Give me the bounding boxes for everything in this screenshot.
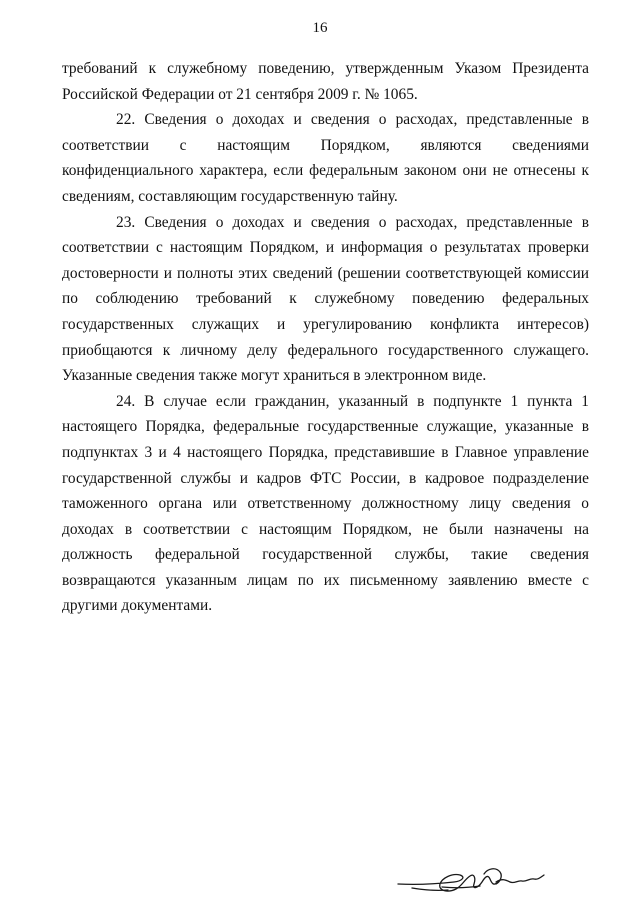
handwritten-signature [396,864,546,900]
paragraph-item-23: 23. Сведения о доходах и сведения о расходах, представленные в соответствии с настоящим Порядком, и информация о результатах проверки достоверности и полноты этих сведений (решении соответствующей комиссии по соблюдению требований к служебному поведению федеральных государственных служащих и урегулированию конфликта интересов) приобщаются к личному делу федерального государственного служащего. Указанные сведения также могут храниться в электронном виде. [62,213,589,385]
paragraph-item-24: 24. В случае если гражданин, указанный в подпункте 1 пункта 1 настоящего Порядка, федеральные государственные служащие, указанные в подпунктах 3 и 4 настоящего Порядка, представившие в Главное управление государственной службы и кадров ФТС России, в кадровое подразделение таможенного органа или ответственному должностному лицу сведения о доходах в соответствии с настоящим Порядком, не были назначены на должность федеральной государственной службы, такие сведения возвращаются указанным лицам по их письменному заявлению вместе с другими документами. [62,392,589,615]
page-number: 16 [312,20,328,36]
document-body [62,56,589,619]
paragraph-continuation: требований к служебному поведению, утвержденным Указом Президента Российской Федерации от 21 сентября 2009 г. № 1065. [62,60,589,103]
paragraph-item-22: 22. Сведения о доходах и сведения о расходах, представленные в соответствии с настоящим Порядком, являются сведениями конфиденциального характера, если федеральным законом они не отнесены к сведениям, составляющим государственную тайну. [62,111,589,205]
